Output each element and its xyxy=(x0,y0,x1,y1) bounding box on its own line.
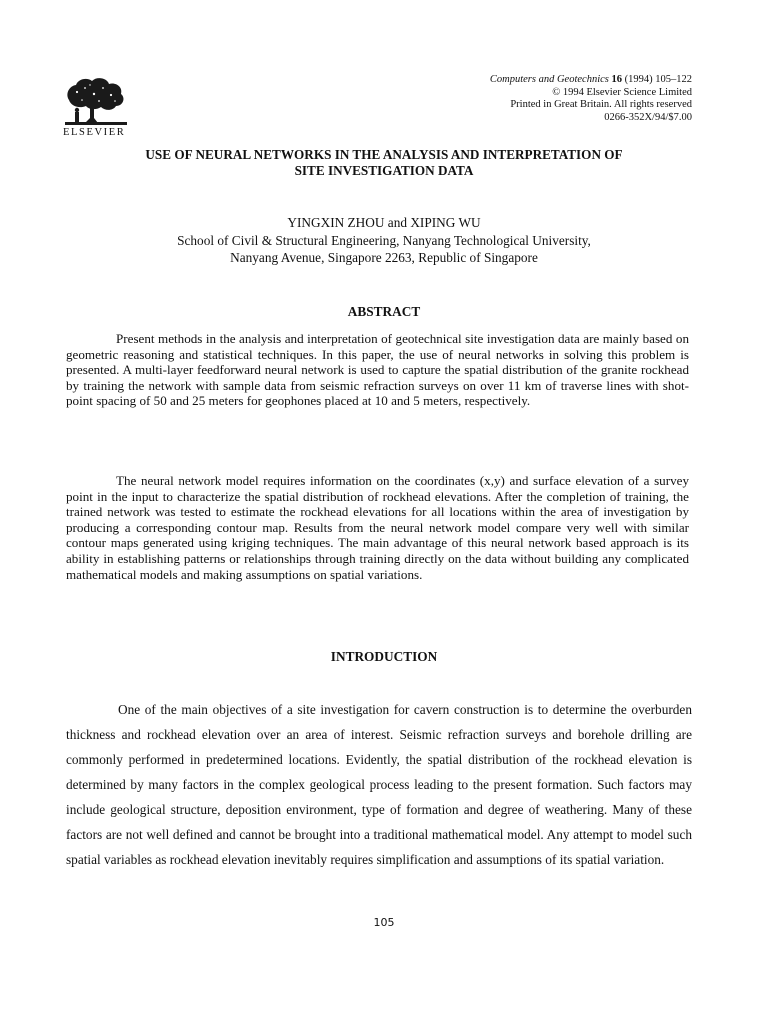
journal-info xyxy=(490,74,692,124)
author-block xyxy=(60,214,708,267)
journal-citation xyxy=(490,74,692,87)
journal-volume: 16 xyxy=(611,74,622,85)
publisher-logo xyxy=(63,76,133,138)
title-line-2: SITE INVESTIGATION DATA xyxy=(294,163,474,178)
affiliation-line-1: School of Civil & Structural Engineering, Nanyang Technological University, xyxy=(177,232,591,248)
introduction-body xyxy=(66,697,692,872)
abstract-paragraph-1 xyxy=(66,331,689,409)
author-names: YINGXIN ZHOU and XIPING WU xyxy=(287,215,481,230)
abstract-paragraph-2 xyxy=(66,473,689,582)
title-line-1: USE OF NEURAL NETWORKS IN THE ANALYSIS AND INTERPRETATION OF xyxy=(145,147,623,162)
abstract-text-2: The neural network model requires information on the coordinates (x,y) and surface elevation of a survey point in the input to characterize the spatial distribution of rockhead elevations. After the completion of training, the trained network was tested to estimate the rockhead elevations for all locations within the area of investigation by producing a corresponding contour map. Results from the neural network model compare very well with similar contour maps generated using kriging techniques. The main advantage of this neural network based approach is its ability in establishing patterns or relationships through training directly on the data without building any complicated mathematical models and making assumptions on spatial variations. xyxy=(66,473,689,582)
affiliation-line-2: Nanyang Avenue, Singapore 2263, Republic of Singapore xyxy=(230,250,538,265)
article-code: 0266-352X/94/$7.00 xyxy=(604,111,692,123)
copyright-line: © 1994 Elsevier Science Limited xyxy=(552,86,692,98)
journal-name: Computers and Geotechnics xyxy=(489,74,609,85)
introduction-text-1: One of the main objectives of a site investigation for cavern construction is to determine the overburden thickness and rockhead elevation over an area of interest. Seismic refraction surveys and borehole drilling are commonly performed in predetermined locations. Evidently, the spatial distribution of the rockhead elevation is determined by many factors in the complex geological process leading to the present formation. Such factors may include geological structure, deposition environment, type of formation and degree of weathering. Many of these factors are not well defined and cannot be brought into a traditional mathematical model. Any attempt to model such spatial variables as rockhead elevation inevitably requires simplification and assumptions of its spatial variation. xyxy=(66,702,692,867)
publisher-name: ELSEVIER xyxy=(63,127,126,138)
paper-title xyxy=(60,147,708,179)
elsevier-tree-logo-icon xyxy=(63,76,129,126)
printed-line: Printed in Great Britain. All rights reserved xyxy=(510,99,692,110)
journal-pages: (1994) 105–122 xyxy=(624,74,692,85)
introduction-heading: INTRODUCTION xyxy=(330,649,438,664)
abstract-text-1: Present methods in the analysis and interpretation of geotechnical site investigation data are mainly based on geometric reasoning and statistical techniques. In this paper, the use of neural networks in solving this problem is presented. A multi-layer feedforward neural network is used to capture the spatial distribution of the granite rockhead by training the network with sample data from seismic refraction surveys on over 11 km of traverse lines with shot-point spacing of 50 and 25 meters for geophones placed at 10 and 5 meters, respectively. xyxy=(66,331,689,409)
page-number: 105 xyxy=(373,916,395,929)
abstract-heading: ABSTRACT xyxy=(347,304,421,319)
